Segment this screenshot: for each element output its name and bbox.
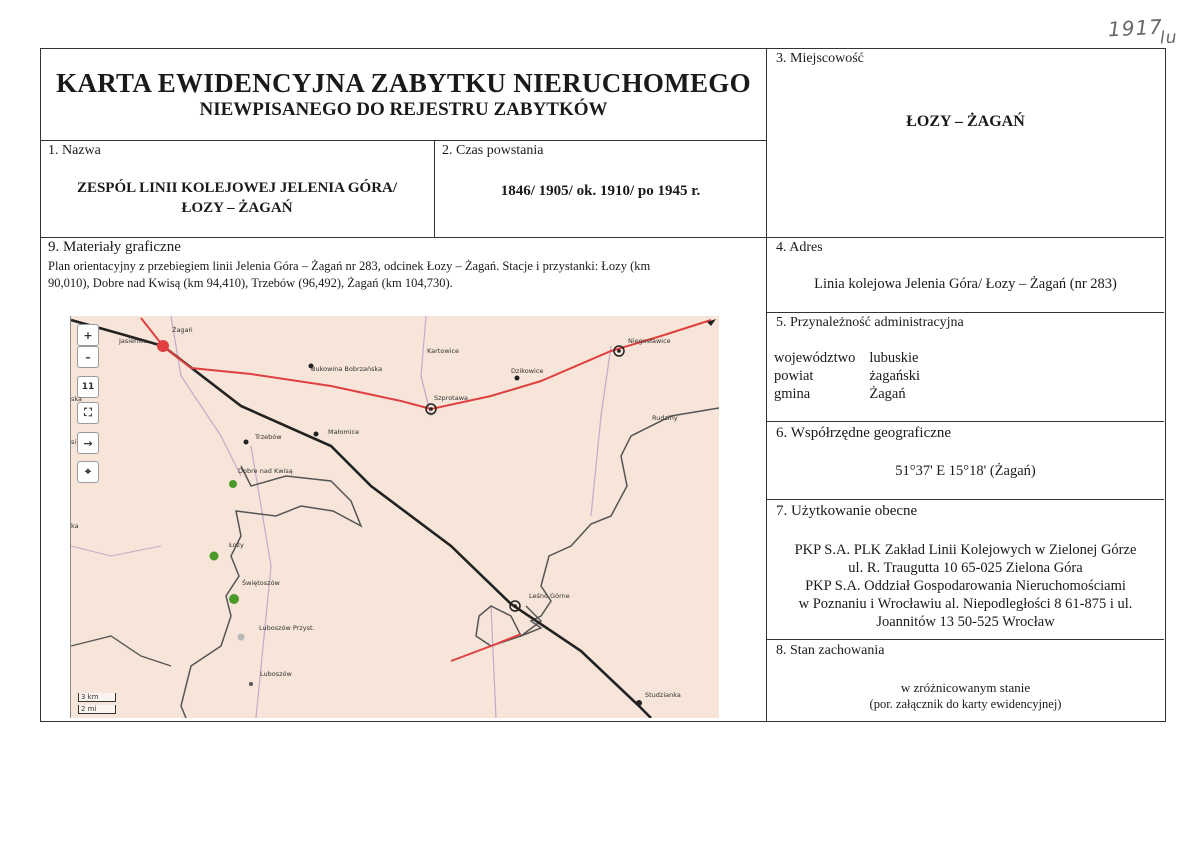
uzytkowanie-lines xyxy=(767,541,1164,631)
place-label: Dobre nad Kwisą xyxy=(238,467,293,475)
place-label: Luboszów Przyst. xyxy=(259,624,315,632)
road xyxy=(171,316,241,476)
adres-label: 4. Adres xyxy=(776,240,823,255)
place-label: Szprotawa xyxy=(434,394,469,402)
divider-wspolrzedne xyxy=(766,499,1164,500)
station-lozy xyxy=(210,552,219,561)
station-trzebow xyxy=(244,440,249,445)
place-label: Łozy xyxy=(229,541,244,549)
przynaleznosc-table xyxy=(774,349,934,403)
przynaleznosc-key: powiat xyxy=(774,368,814,384)
station-zagan xyxy=(157,340,169,352)
handwritten-initials: lu xyxy=(1159,27,1179,49)
materialy-label: 9. Materiały graficzne xyxy=(48,239,181,255)
miejscowosc-value: ŁOZY – ŻAGAŃ xyxy=(906,113,1025,130)
fullscreen-icon[interactable]: ⛶ xyxy=(77,402,99,424)
nazwa-value-line2: ŁOZY – ŻAGAŃ xyxy=(181,200,293,216)
zoom-in-button[interactable]: + xyxy=(77,324,99,346)
place-label: Niegosławice xyxy=(628,337,671,345)
place-label: Jasienica xyxy=(119,337,148,345)
place-label: Trzebów xyxy=(255,433,282,441)
divider-uzytkowanie xyxy=(766,639,1164,640)
stan-note: (por. załącznik do karty ewidencyjnej) xyxy=(869,697,1062,711)
locate-icon[interactable]: ⌖ xyxy=(77,461,99,483)
station-dobre xyxy=(229,480,237,488)
station-luboszow-przyst xyxy=(238,634,245,641)
divider-under-title xyxy=(40,140,767,141)
przynaleznosc-row xyxy=(774,385,934,403)
scale-km: 3 km xyxy=(78,693,116,702)
railway-black xyxy=(71,320,651,718)
road xyxy=(421,316,431,416)
place-label: Rudziny xyxy=(652,414,678,422)
place-label: Dzikowice xyxy=(511,367,544,375)
place-label: Małomice xyxy=(328,428,360,436)
station-szprotawa-dot xyxy=(429,407,433,411)
przynaleznosc-value: Żagań xyxy=(869,386,906,402)
road xyxy=(491,606,496,718)
place-label: Żagań xyxy=(172,326,193,334)
divider-adres xyxy=(766,312,1164,313)
czas-label: 2. Czas powstania xyxy=(442,143,544,158)
station-swietoszow xyxy=(229,594,239,604)
place-label: ska xyxy=(71,395,83,403)
scale-mi: 2 mi xyxy=(78,705,116,714)
wspolrzedne-label: 6. Współrzędne geograficzne xyxy=(776,425,952,441)
przynaleznosc-key: województwo xyxy=(774,350,856,366)
stan-label: 8. Stan zachowania xyxy=(776,643,885,658)
wspolrzedne-value: 51°37' E 15°18' (Żagań) xyxy=(895,463,1036,479)
station-niegoslawice-dot xyxy=(617,349,621,353)
place-label: si xyxy=(71,438,77,446)
zoom-level-indicator: 11 xyxy=(77,376,99,398)
place-label: ka xyxy=(71,522,79,530)
nazwa-label: 1. Nazwa xyxy=(48,143,101,158)
divider-above-materialy xyxy=(40,237,1164,238)
place-label: Studzianka xyxy=(645,691,681,699)
przynaleznosc-value: żagański xyxy=(869,368,921,384)
map-drawing xyxy=(71,316,719,718)
station-dzikowice xyxy=(515,376,520,381)
zoom-out-button[interactable]: – xyxy=(77,346,99,368)
place-label: Luboszów xyxy=(260,670,292,678)
station-luboszow xyxy=(249,682,253,686)
place-label: Bukowina Bobrzańska xyxy=(311,365,383,373)
railway-red-south xyxy=(451,634,521,661)
uzytkowanie-line: w Poznaniu i Wrocławiu al. Niepodległości 8 61-875 i ul. xyxy=(798,596,1133,612)
handwritten-number: 1917 xyxy=(1107,14,1164,42)
uzytkowanie-line: PKP S.A. Oddział Gospodarowania Nieruchomościami xyxy=(805,578,1126,594)
station-malomice xyxy=(314,432,319,437)
divider-przynaleznosc xyxy=(766,421,1164,422)
przynaleznosc-value: lubuskie xyxy=(869,350,919,366)
przynaleznosc-row xyxy=(774,367,934,385)
road xyxy=(591,346,611,516)
station-lesno-dot xyxy=(513,604,517,608)
stan-value: w zróżnicowanym stanie xyxy=(900,680,1031,695)
przynaleznosc-row xyxy=(774,349,934,367)
uzytkowanie-line: ul. R. Traugutta 10 65-025 Zielona Góra xyxy=(848,560,1083,576)
place-label: Kartowice xyxy=(427,347,460,355)
arrow-right-icon[interactable]: → xyxy=(77,432,99,454)
station-studzianka xyxy=(636,700,642,706)
road xyxy=(71,546,161,556)
place-label: Świętoszów xyxy=(242,579,280,587)
uzytkowanie-label: 7. Użytkowanie obecne xyxy=(776,503,918,519)
przynaleznosc-key: gmina xyxy=(774,386,811,402)
uzytkowanie-line: PKP S.A. PLK Zakład Linii Kolejowych w Zielonej Górze xyxy=(794,542,1137,558)
border-line xyxy=(181,466,361,718)
card-title: KARTA EWIDENCYJNA ZABYTKU NIERUCHOMEGO xyxy=(56,68,751,98)
materialy-desc-line1: Plan orientacyjny z przebiegiem linii Jelenia Góra – Żagań nr 283, odcinek Łozy – Żagań. Stacje i przystanki: Łozy (km xyxy=(48,259,651,273)
nazwa-value-line1: ZESPÓL LINII KOLEJOWEJ JELENIA GÓRA/ xyxy=(76,180,398,196)
materialy-desc-line2: 90,010), Dobre nad Kwisą (km 94,410), Trzebów (96,492), Żagań (km 104,730). xyxy=(48,276,453,290)
adres-value: Linia kolejowa Jelenia Góra/ Łozy – Żagań (nr 283) xyxy=(814,276,1117,292)
uzytkowanie-line: Joannitów 13 50-525 Wrocław xyxy=(876,614,1055,630)
czas-value: 1846/ 1905/ ok. 1910/ po 1945 r. xyxy=(500,183,701,199)
place-label: Leśno Górne xyxy=(529,592,570,600)
card-subtitle: NIEWPISANEGO DO REJESTRU ZABYTKÓW xyxy=(199,99,608,120)
border-line xyxy=(71,636,171,666)
orientation-map xyxy=(70,316,719,718)
miejscowosc-label: 3. Miejscowość xyxy=(776,51,864,66)
przynaleznosc-label: 5. Przynależność administracyjna xyxy=(776,315,964,330)
